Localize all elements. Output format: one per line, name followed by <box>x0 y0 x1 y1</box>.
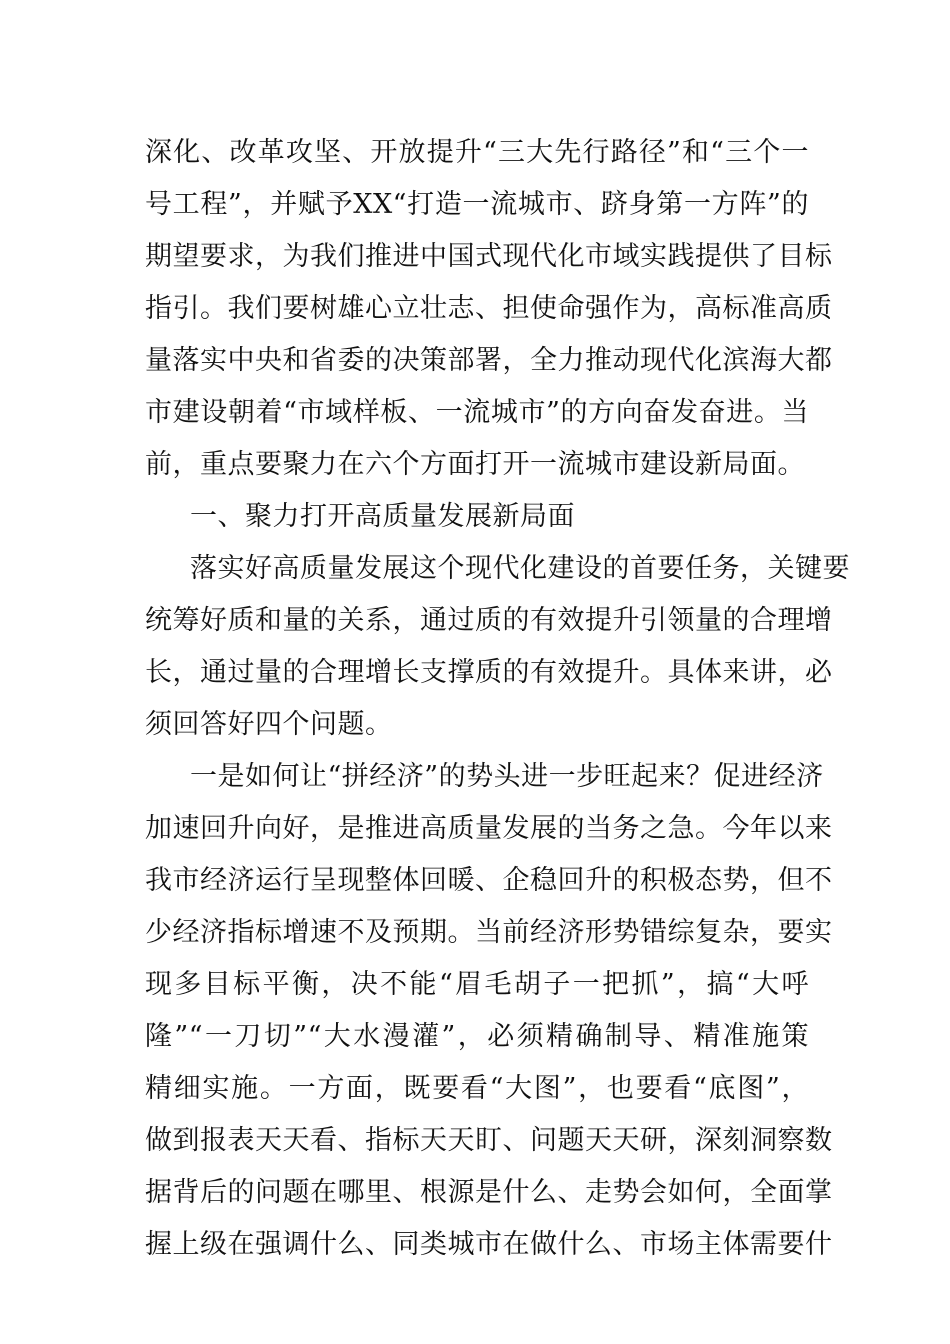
text-line: 统筹好质和量的关系，通过质的有效提升引领量的合理增 <box>145 605 833 636</box>
text-line: 少经济指标增速不及预期。当前经济形势错综复杂，要实 <box>145 917 833 948</box>
text-line: 号工程”，并赋予XX“打造一流城市、跻身第一方阵”的 <box>145 189 809 220</box>
text-line: 一是如何让“拼经济”的势头进一步旺起来？促进经济 <box>190 761 824 792</box>
text-line: 我市经济运行呈现整体回暖、企稳回升的积极态势，但不 <box>145 865 833 896</box>
text-line: 落实好高质量发展这个现代化建设的首要任务，关键要 <box>190 553 850 584</box>
text-line: 前，重点要聚力在六个方面打开一流城市建设新局面。 <box>145 449 805 480</box>
text-line: 隆”“一刀切”“大水漫灌”，必须精确制导、精准施策 <box>145 1021 809 1052</box>
text-line: 现多目标平衡，决不能“眉毛胡子一把抓”，搞“大呼 <box>145 969 809 1000</box>
text-line: 期望要求，为我们推进中国式现代化市域实践提供了目标 <box>145 241 833 272</box>
section-heading: 一、聚力打开高质量发展新局面 <box>190 501 575 532</box>
text-line: 握上级在强调什么、同类城市在做什么、市场主体需要什 <box>145 1229 833 1260</box>
text-line: 做到报表天天看、指标天天盯、问题天天研，深刻洞察数 <box>145 1125 833 1156</box>
text-line: 市建设朝着“市域样板、一流城市”的方向奋发奋进。当 <box>145 397 809 428</box>
text-line: 加速回升向好，是推进高质量发展的当务之急。今年以来 <box>145 813 833 844</box>
text-line: 量落实中央和省委的决策部署，全力推动现代化滨海大都 <box>145 345 833 376</box>
text-line: 指引。我们要树雄心立壮志、担使命强作为，高标准高质 <box>145 293 833 324</box>
text-line: 深化、改革攻坚、开放提升“三大先行路径”和“三个一 <box>145 137 809 168</box>
text-line: 须回答好四个问题。 <box>145 709 393 740</box>
text-line: 据背后的问题在哪里、根源是什么、走势会如何，全面掌 <box>145 1177 833 1208</box>
text-line: 精细实施。一方面，既要看“大图”，也要看“底图”， <box>145 1073 809 1104</box>
text-line: 长，通过量的合理增长支撑质的有效提升。具体来讲，必 <box>145 657 833 688</box>
